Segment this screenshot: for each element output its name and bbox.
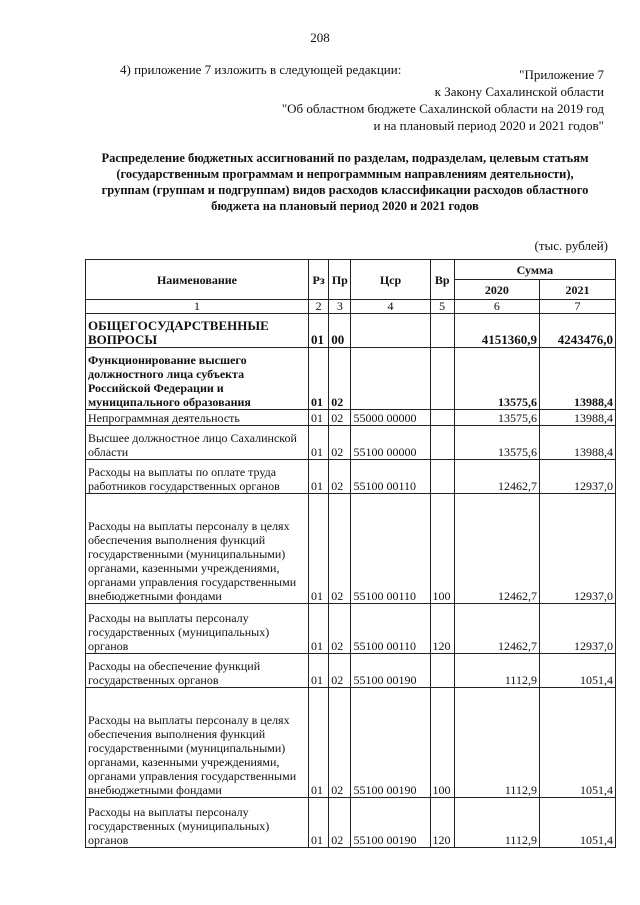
row-pr-cell: 02 — [329, 348, 351, 410]
row-amount-2021-cell: 12937,0 — [539, 460, 615, 494]
column-number: 7 — [539, 300, 615, 314]
row-amount-2021-cell: 1051,4 — [539, 688, 615, 798]
row-rz-cell: 01 — [308, 348, 328, 410]
row-amount-2020-cell: 1112,9 — [454, 688, 539, 798]
row-rz-cell: 01 — [308, 426, 328, 460]
row-name-cell: Расходы на обеспечение функций государственных органов — [86, 654, 309, 688]
page-number: 208 — [310, 30, 330, 45]
header-year-2021: 2021 — [539, 280, 615, 300]
row-csr-cell: 55100 00190 — [351, 654, 430, 688]
row-name-cell: ОБЩЕГОСУДАРСТВЕННЫЕ ВОПРОСЫ — [86, 314, 309, 348]
header-sum: Сумма — [454, 260, 615, 280]
row-vr-cell: 120 — [430, 604, 454, 654]
row-pr-cell: 02 — [329, 688, 351, 798]
units-label: (тыс. рублей) — [534, 238, 608, 253]
row-name-cell: Расходы на выплаты персоналу государственных (муниципальных) органов — [86, 604, 309, 654]
table-row — [86, 314, 616, 348]
column-number: 4 — [351, 300, 430, 314]
title-line: (государственным программам и непрограммным направлениям деятельности), — [116, 167, 574, 181]
row-csr-cell: 55100 00190 — [351, 688, 430, 798]
title-line: группам (группам и подгруппам) видов расходов классификации расходов областного — [101, 183, 589, 197]
row-rz-cell: 01 — [308, 798, 328, 848]
row-vr-cell — [430, 460, 454, 494]
header-name: Наименование — [86, 260, 309, 300]
row-csr-cell — [351, 314, 430, 348]
column-number: 6 — [454, 300, 539, 314]
row-rz-cell: 01 — [308, 460, 328, 494]
row-amount-2020-cell: 13575,6 — [454, 426, 539, 460]
column-number: 3 — [329, 300, 351, 314]
row-vr-cell: 120 — [430, 798, 454, 848]
row-csr-cell: 55100 00000 — [351, 426, 430, 460]
row-rz-cell: 01 — [308, 604, 328, 654]
table-row — [86, 426, 616, 460]
row-pr-cell: 02 — [329, 460, 351, 494]
row-amount-2020-cell: 1112,9 — [454, 798, 539, 848]
table-row — [86, 494, 616, 604]
row-pr-cell: 02 — [329, 494, 351, 604]
table-row — [86, 654, 616, 688]
row-pr-cell: 00 — [329, 314, 351, 348]
row-amount-2020-cell: 4151360,9 — [454, 314, 539, 348]
title-line: Распределение бюджетных ассигнований по разделам, подразделам, целевым статьям — [101, 151, 589, 165]
row-vr-cell — [430, 314, 454, 348]
row-csr-cell — [351, 348, 430, 410]
row-amount-2020-cell: 12462,7 — [454, 604, 539, 654]
header-vr: Вр — [430, 260, 454, 300]
row-csr-cell: 55100 00110 — [351, 460, 430, 494]
row-name-cell: Расходы на выплаты по оплате труда работников государственных органов — [86, 460, 309, 494]
row-name-cell: Высшее должностное лицо Сахалинской области — [86, 426, 309, 460]
document-title — [80, 150, 610, 214]
table-row — [86, 348, 616, 410]
table-row — [86, 688, 616, 798]
row-amount-2021-cell: 13988,4 — [539, 348, 615, 410]
row-pr-cell: 02 — [329, 654, 351, 688]
column-number: 2 — [308, 300, 328, 314]
row-pr-cell: 02 — [329, 410, 351, 426]
row-pr-cell: 02 — [329, 604, 351, 654]
row-csr-cell: 55100 00110 — [351, 494, 430, 604]
appendix-header — [282, 66, 604, 134]
budget-table — [85, 259, 616, 848]
row-vr-cell — [430, 348, 454, 410]
row-rz-cell: 01 — [308, 688, 328, 798]
row-rz-cell: 01 — [308, 410, 328, 426]
row-rz-cell: 01 — [308, 494, 328, 604]
row-vr-cell: 100 — [430, 494, 454, 604]
row-csr-cell: 55100 00190 — [351, 798, 430, 848]
row-vr-cell — [430, 426, 454, 460]
header-year-2020: 2020 — [454, 280, 539, 300]
row-amount-2021-cell: 4243476,0 — [539, 314, 615, 348]
table-row — [86, 604, 616, 654]
header-rz: Рз — [308, 260, 328, 300]
table-row — [86, 410, 616, 426]
row-amount-2020-cell: 1112,9 — [454, 654, 539, 688]
row-amount-2021-cell: 13988,4 — [539, 426, 615, 460]
row-amount-2021-cell: 13988,4 — [539, 410, 615, 426]
row-amount-2020-cell: 13575,6 — [454, 348, 539, 410]
title-line: бюджета на плановый период 2020 и 2021 годов — [211, 199, 479, 213]
appendix-line: "Об областном бюджете Сахалинской области на 2019 год — [281, 101, 604, 116]
row-amount-2021-cell: 12937,0 — [539, 604, 615, 654]
row-amount-2021-cell: 12937,0 — [539, 494, 615, 604]
row-rz-cell: 01 — [308, 654, 328, 688]
table-body — [86, 300, 616, 848]
row-pr-cell: 02 — [329, 798, 351, 848]
table-row — [86, 460, 616, 494]
row-name-cell: Функционирование высшего должностного лица субъекта Российской Федерации и муниципального образования — [86, 348, 309, 410]
row-name-cell: Непрограммная деятельность — [86, 410, 309, 426]
row-vr-cell — [430, 654, 454, 688]
appendix-line: к Закону Сахалинской области — [434, 84, 604, 99]
row-amount-2021-cell: 1051,4 — [539, 798, 615, 848]
column-number: 5 — [430, 300, 454, 314]
amendment-text: 4) приложение 7 изложить в следующей редакции: — [120, 62, 402, 77]
column-number: 1 — [86, 300, 309, 314]
row-rz-cell: 01 — [308, 314, 328, 348]
row-amount-2020-cell: 12462,7 — [454, 460, 539, 494]
row-amount-2020-cell: 12462,7 — [454, 494, 539, 604]
row-vr-cell: 100 — [430, 688, 454, 798]
row-amount-2020-cell: 13575,6 — [454, 410, 539, 426]
appendix-line: "Приложение 7 — [519, 67, 604, 82]
row-name-cell: Расходы на выплаты персоналу государственных (муниципальных) органов — [86, 798, 309, 848]
header-csr: Цср — [351, 260, 430, 300]
row-name-cell: Расходы на выплаты персоналу в целях обеспечения выполнения функций государственными (муниципальными) органами, казенными учреждениями, органами управления государственными внебюджетными фондами — [86, 688, 309, 798]
row-name-cell: Расходы на выплаты персоналу в целях обеспечения выполнения функций государственными (муниципальными) органами, казенными учреждениями, органами управления государственными внебюджетными фондами — [86, 494, 309, 604]
row-pr-cell: 02 — [329, 426, 351, 460]
row-csr-cell: 55100 00110 — [351, 604, 430, 654]
row-amount-2021-cell: 1051,4 — [539, 654, 615, 688]
table-row — [86, 798, 616, 848]
row-vr-cell — [430, 410, 454, 426]
header-pr: Пр — [329, 260, 351, 300]
appendix-line: и на плановый период 2020 и 2021 годов" — [373, 118, 604, 133]
row-csr-cell: 55000 00000 — [351, 410, 430, 426]
column-numbers-row — [86, 300, 616, 314]
